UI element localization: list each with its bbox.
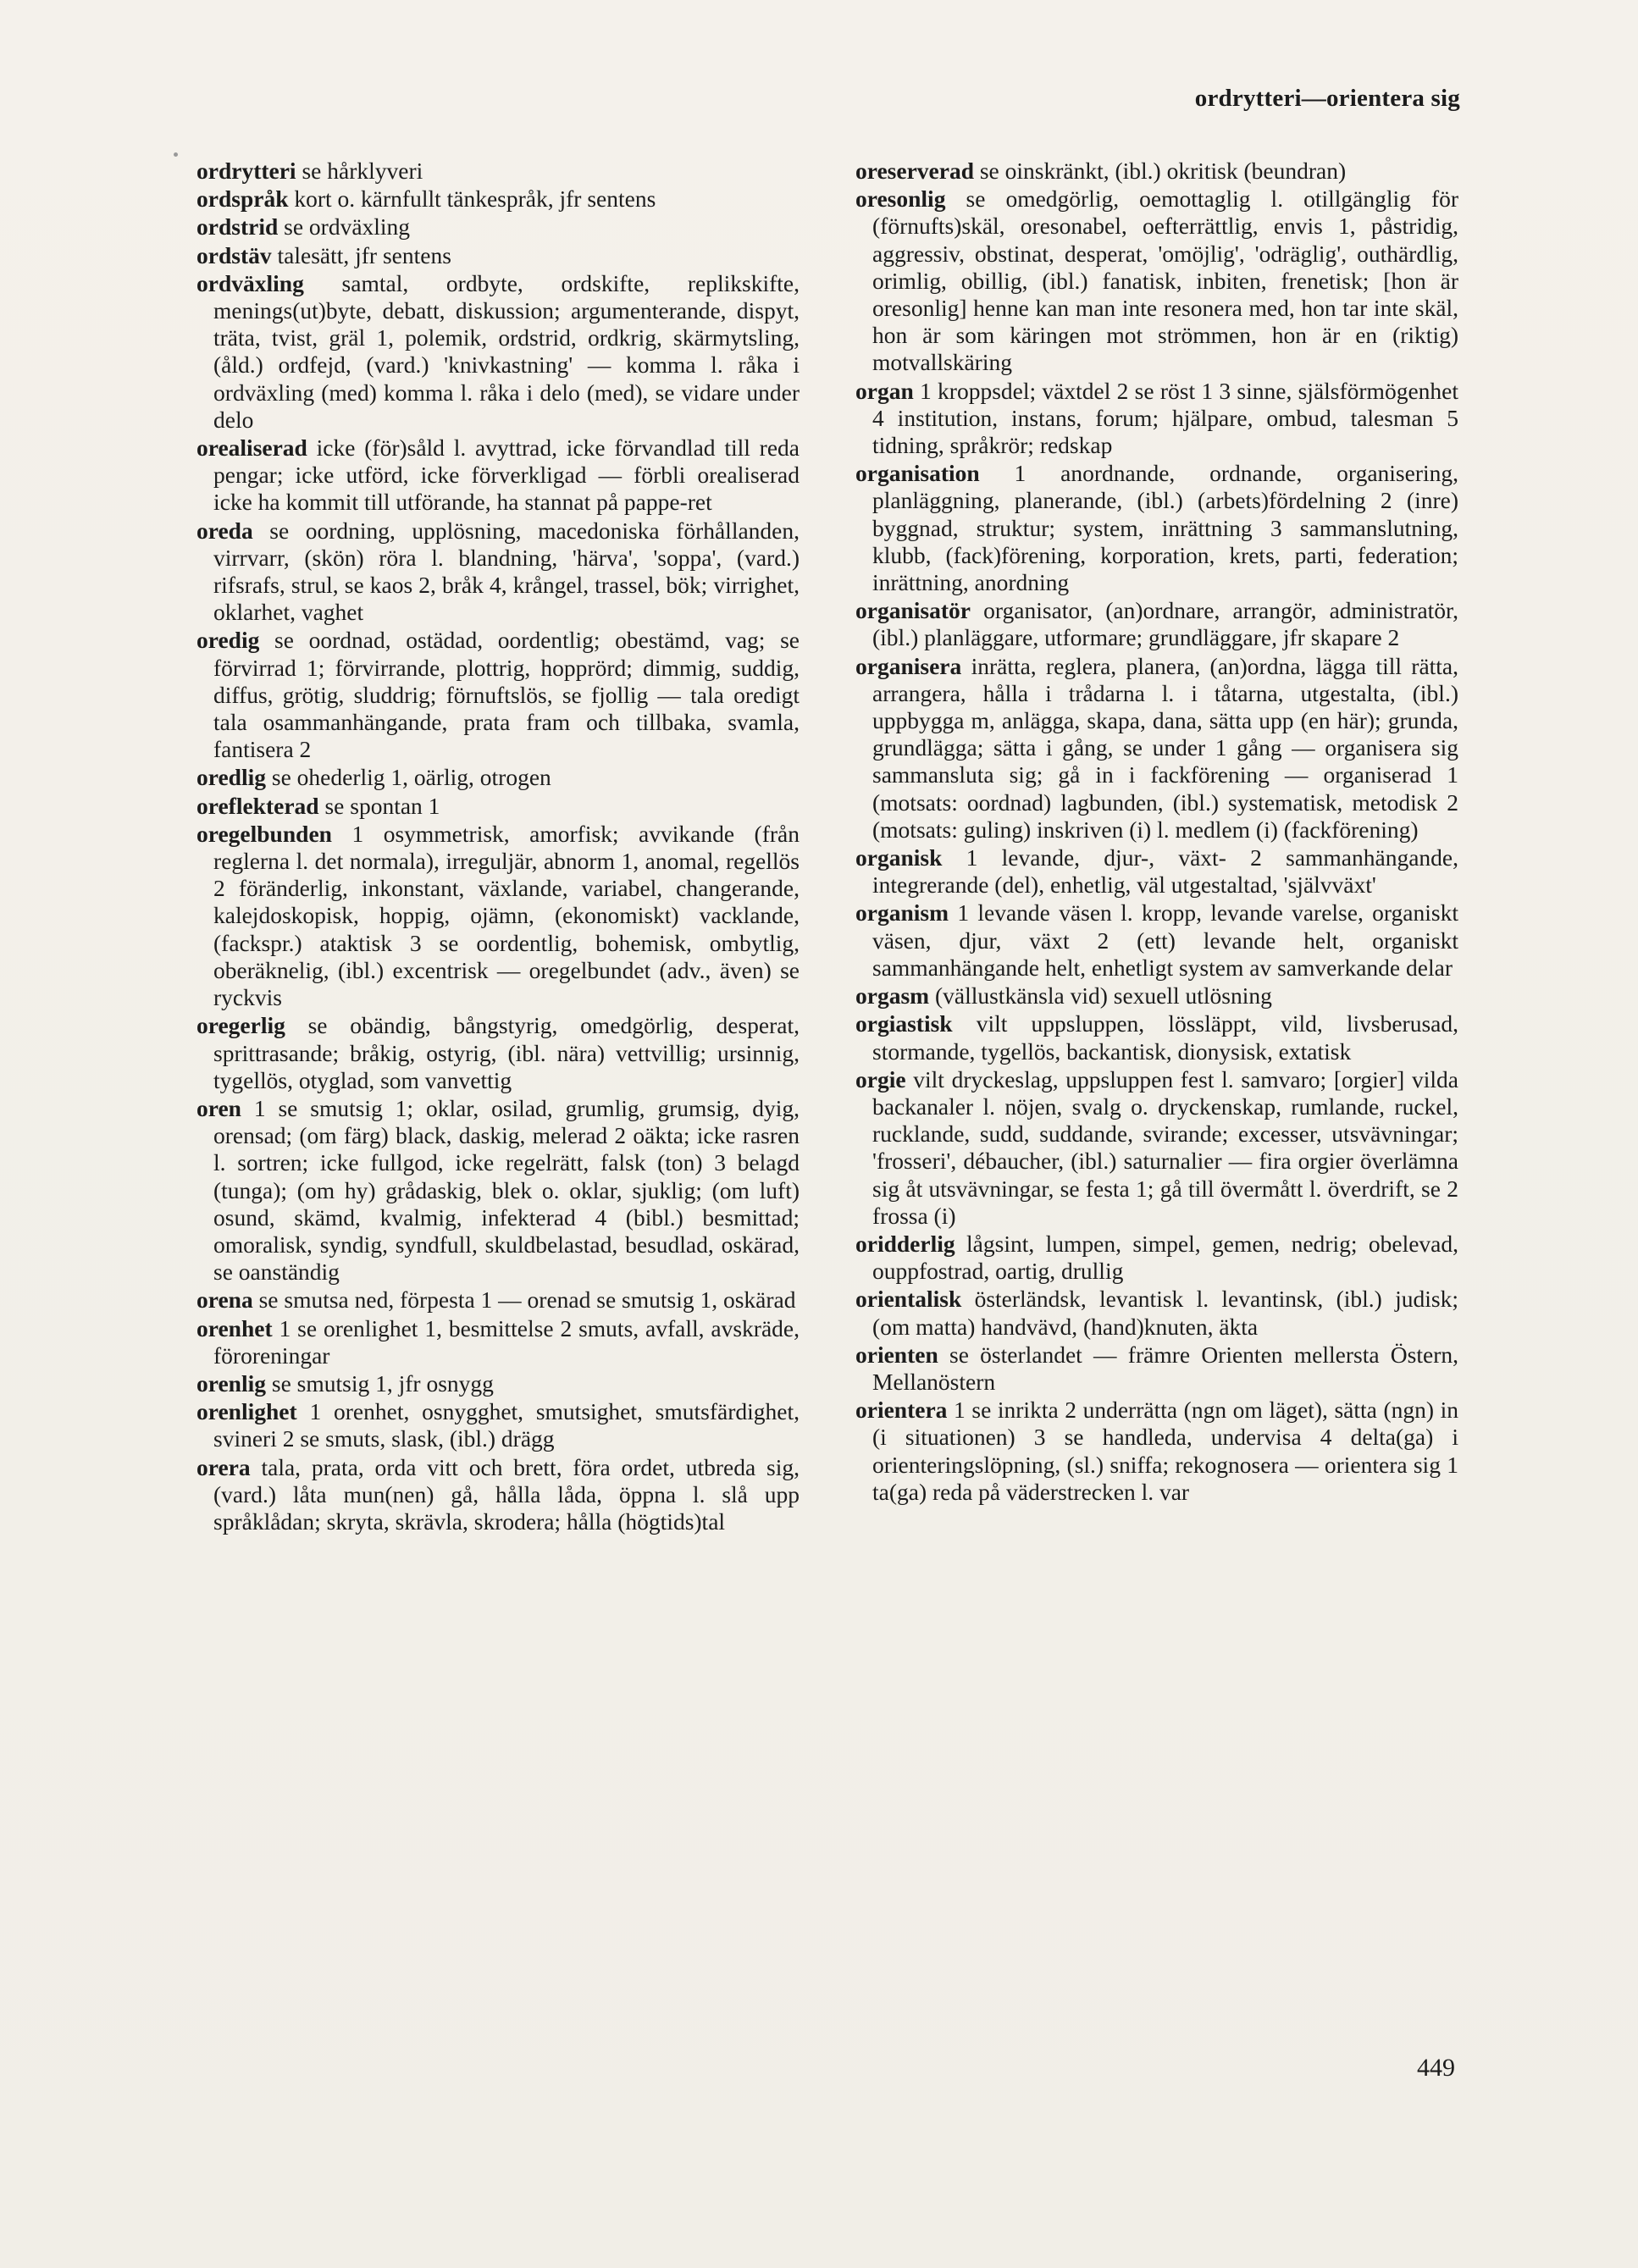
entry-definition: se hårklyveri bbox=[302, 158, 423, 184]
entry-definition: se omedgörlig, oemottaglig l. otillgänglig för (förnufts)skäl, oresonabel, oefterrättlig, envis 1, påstridig, aggressiv, obstinat, desperat, 'omöjlig', 'odräglig', outhärdlig, orimlig, obillig, (ibl.) fanatisk, inbiten, frenetisk; [hon är oresonlig] henne kan man inte resonera med, hon tar inte skäl, hon är som käringen mot strömmen, hon är en (riktig) motvallskäring bbox=[872, 185, 1459, 376]
ink-smudge bbox=[174, 152, 178, 157]
entry-definition: vilt dryckeslag, uppsluppen fest l. samvaro; [orgier] vilda backanaler l. nöjen, svalg o. dryckenskap, rumlande, ruckel, rucklande, sudd, suddande, svirande; excesser, utsvävningar; 'frosseri', débaucher, (ibl.) saturnalier — fira orgier överlämna sig åt utsvävningar, se festa 1; gå till övermått l. överdrift, se 2 frossa (i) bbox=[872, 1065, 1459, 1229]
dictionary-entry bbox=[855, 844, 1458, 899]
entry-definition: talesätt, jfr sentens bbox=[277, 241, 451, 268]
dictionary-entry bbox=[196, 242, 800, 269]
entry-headword: orenlig bbox=[196, 1369, 266, 1397]
entry-headword: oresonlig bbox=[855, 185, 946, 213]
dictionary-entry bbox=[196, 1286, 800, 1314]
dictionary-entry bbox=[196, 517, 800, 627]
entry-definition: 1 se inrikta 2 underrätta (ngn om läget), sätta (ngn) in (i situationen) 3 se handleda, undervisa 4 delta(ga) i orienteringslöpning, (sl.) sniffa; rekognosera — orientera sig 1 ta(ga) reda på väderstrecken l. var bbox=[872, 1397, 1459, 1505]
entry-headword: orena bbox=[196, 1286, 253, 1314]
entry-definition: se oordnad, ostädad, oordentlig; obestämd, vag; se förvirrad 1; förvirrande, plottrig, hopprörd; dimmig, suddig, diffus, grötig, sluddrig; förnuftslös, se fjollig — tala oredigt tala osammanhängande, prata fram och tillbaka, svamla, fantisera 2 bbox=[213, 627, 800, 763]
entry-headword: organisatör bbox=[855, 597, 971, 624]
entry-definition: se ohederlig 1, oärlig, otrogen bbox=[271, 764, 551, 791]
entry-definition: se obändig, bångstyrig, omedgörlig, desperat, sprittrasande; bråkig, ostyrig, (ibl. nära) vettvillig; ursinnig, tygellös, otyglad, som vanvettig bbox=[213, 1012, 800, 1093]
dictionary-entry bbox=[196, 1398, 800, 1452]
dictionary-entry bbox=[855, 1397, 1458, 1506]
dictionary-entry bbox=[196, 1315, 800, 1369]
entry-headword: ordstäv bbox=[196, 241, 272, 268]
dictionary-entry bbox=[196, 1370, 800, 1397]
entry-headword: ordrytteri bbox=[196, 158, 296, 184]
entry-headword: oridderlig bbox=[855, 1230, 955, 1257]
entry-definition: organisator, (an)ordnare, arrangör, administratör, (ibl.) planläggare, utformare; grundläggare, jfr skapare 2 bbox=[872, 597, 1458, 651]
dictionary-entry bbox=[855, 899, 1458, 982]
dictionary-entry bbox=[196, 434, 800, 517]
entry-headword: orgasm bbox=[855, 982, 930, 1010]
entry-definition: österländsk, levantisk l. levantinsk, (ibl.) judisk; (om matta) handvävd, (hand)knuten, äkta bbox=[872, 1286, 1458, 1340]
dictionary-entry bbox=[855, 597, 1458, 651]
entry-headword: orgiastisk bbox=[855, 1010, 953, 1037]
entry-headword: oredig bbox=[196, 627, 260, 654]
dictionary-entry bbox=[855, 460, 1458, 596]
entry-headword: oreflekterad bbox=[196, 792, 319, 819]
right-column bbox=[855, 158, 1458, 1507]
entry-headword: organism bbox=[855, 899, 949, 927]
dictionary-entry bbox=[196, 1454, 800, 1536]
entry-headword: orientera bbox=[855, 1397, 948, 1424]
entry-headword: organisera bbox=[855, 652, 962, 679]
entry-headword: oreda bbox=[196, 517, 253, 544]
entry-headword: orenhet bbox=[196, 1314, 273, 1341]
entry-definition: 1 osymmetrisk, amorfisk; avvikande (från reglerna l. det normala), irreguljär, abnorm 1, anomal, regellös 2 föränderlig, inkonstant, växlande, variabel, changerande, kalejdoskopisk, hoppig, ojämn, (ekonomiskt) vacklande, (fackspr.) ataktisk 3 se oordentlig, bohemisk, ombytlig, oberäknelig, (ibl.) excentrisk — oregelbundet (adv., även) se ryckvis bbox=[213, 820, 800, 1011]
entry-definition: 1 kroppsdel; växtdel 2 se röst 1 3 sinne, själsförmögenhet 4 institution, instans, forum; hjälpare, ombud, talesman 5 tidning, språkrör; redskap bbox=[872, 377, 1458, 459]
left-column bbox=[196, 158, 800, 1536]
entry-definition: 1 levande väsen l. kropp, levande varelse, organiskt väsen, djur, växt 2 (ett) levande helt, organiskt sammanhängande helt, enhetligt system av samverkande delar bbox=[872, 899, 1458, 981]
entry-definition: se smutsa ned, förpesta 1 — orenad se smutsig 1, oskärad bbox=[258, 1286, 796, 1314]
dictionary-entry bbox=[196, 1012, 800, 1094]
dictionary-entry bbox=[196, 213, 800, 241]
entry-definition: se ordväxling bbox=[284, 213, 411, 241]
entry-headword: oregelbunden bbox=[196, 820, 332, 847]
entry-headword: oren bbox=[196, 1094, 241, 1121]
entry-definition: vilt uppsluppen, lössläppt, vild, livsberusad, stormande, tygellös, backantisk, dionysisk, extatisk bbox=[872, 1010, 1458, 1065]
dictionary-entry bbox=[855, 982, 1458, 1010]
entry-headword: orealiserad bbox=[196, 434, 307, 462]
dictionary-entry bbox=[196, 627, 800, 763]
entry-definition: kort o. kärnfullt tänkespråk, jfr sentens bbox=[294, 185, 656, 213]
entry-definition: inrätta, reglera, planera, (an)ordna, lägga till rätta, arrangera, hålla i trådarna l. i tåtarna, utgestalta, (ibl.) uppbygga m, anlägga, skapa, dana, sätta upp (en här); grunda, grundlägga; sätta i gång, se under 1 gång — organisera sig sammansluta sig; gå in i fackförening — organiserad 1 (motsats: oordnad) lagbunden, (ibl.) systematisk, metodisk 2 (motsats: guling) inskriven (i) l. medlem (i) (fackförening) bbox=[872, 652, 1459, 843]
entry-headword: organisk bbox=[855, 844, 943, 871]
dictionary-entry bbox=[196, 185, 800, 213]
entry-headword: orienten bbox=[855, 1341, 938, 1368]
entry-headword: ordväxling bbox=[196, 269, 304, 296]
entry-definition: samtal, ordbyte, ordskifte, replikskifte, menings(ut)byte, debatt, diskussion; argumenterande, dispyt, träta, tvist, gräl 1, polemik, ordstrid, ordkrig, skärmytsling, (åld.) ordfejd, (vard.) 'knivkastning' — komma l. råka i ordväxling (med) komma l. råka i delo (med), se vidare under delo bbox=[213, 269, 800, 433]
entry-headword: oredlig bbox=[196, 764, 266, 791]
entry-headword: organ bbox=[855, 377, 914, 404]
entry-headword: organisation bbox=[855, 460, 980, 487]
page-number: 449 bbox=[1417, 2054, 1455, 2082]
dictionary-entry bbox=[855, 1010, 1458, 1065]
dictionary-entry bbox=[855, 653, 1458, 844]
entry-headword: orera bbox=[196, 1453, 251, 1480]
entry-headword: oregerlig bbox=[196, 1012, 285, 1039]
entry-definition: 1 orenhet, osnygghet, smutsighet, smutsfärdighet, svineri 2 se smuts, slask, (ibl.) drägg bbox=[213, 1398, 800, 1452]
entry-definition: tala, prata, orda vitt och brett, föra ordet, utbreda sig, (vard.) låta mun(nen) gå, hålla låda, öppna l. slå upp språklådan; skryta, skrävla, skrodera; hålla (högtids)tal bbox=[213, 1453, 800, 1535]
dictionary-entry bbox=[196, 270, 800, 434]
dictionary-entry bbox=[855, 1341, 1458, 1396]
entry-definition: (vällustkänsla vid) sexuell utlösning bbox=[934, 982, 1272, 1010]
entry-definition: 1 se orenlighet 1, besmittelse 2 smuts, avfall, avskräde, föroreningar bbox=[213, 1314, 800, 1369]
dictionary-entry bbox=[855, 378, 1458, 460]
dictionary-entry bbox=[855, 1286, 1458, 1340]
entry-definition: 1 anordnande, ordnande, organisering, planläggning, planerande, (ibl.) (arbets)fördelning 2 (inre) byggnad, struktur; system, inrättning 3 sammanslutning, klubb, (fack)förening, korporation, krets, parti, federation; inrättning, anordning bbox=[872, 460, 1458, 596]
dictionary-entry bbox=[196, 158, 800, 185]
dictionary-entry bbox=[196, 821, 800, 1011]
entry-headword: orientalisk bbox=[855, 1286, 962, 1313]
dictionary-entry bbox=[196, 793, 800, 820]
dictionary-entry bbox=[855, 1066, 1458, 1230]
running-head: ordrytteri—orientera sig bbox=[1194, 85, 1460, 112]
entry-definition: icke (för)såld l. avyttrad, icke förvandlad till reda pengar; icke utförd, icke förverkligad — förbli orealiserad icke ha kommit till utförande, ha stannat på pappe-ret bbox=[213, 434, 800, 516]
entry-headword: orenlighet bbox=[196, 1398, 297, 1425]
dictionary-entry bbox=[196, 1095, 800, 1286]
dictionary-entry bbox=[855, 185, 1458, 376]
entry-headword: oreserverad bbox=[855, 158, 974, 184]
entry-definition: se österlandet — främre Orienten mellersta Östern, Mellanöstern bbox=[872, 1341, 1458, 1395]
dictionary-entry bbox=[855, 1231, 1458, 1285]
entry-definition: se oordning, upplösning, macedoniska förhållanden, virrvarr, (skön) röra l. blandning, 'härva', 'soppa', (vard.) rifsrafs, strul, se kaos 2, bråk 4, krångel, trassel, bök; virrighet, oklarhet, vaghet bbox=[213, 517, 800, 626]
entry-definition: 1 levande, djur-, växt- 2 sammanhängande, integrerande (del), enhetlig, väl utgestaltad, 'självväxt' bbox=[872, 844, 1458, 899]
entry-definition: se spontan 1 bbox=[324, 792, 440, 819]
entry-definition: lågsint, lumpen, simpel, gemen, nedrig; obelevad, ouppfostrad, oartig, drullig bbox=[872, 1230, 1458, 1285]
entry-definition: 1 se smutsig 1; oklar, osilad, grumlig, grumsig, dyig, orensad; (om färg) black, daskig, melerad 2 oäkta; icke rasren l. sortren; icke fullgod, icke regelrätt, falsk (ton) 3 belagd (tunga); (om hy) grådaskig, blek o. oklar, sjuklig; (om luft) osund, skämd, kvalmig, infekterad 4 (bibl.) besmittad; omoralisk, syndig, syndfull, skuldbelastad, besudlad, oskärad, se oanständig bbox=[213, 1094, 800, 1286]
entry-definition: se smutsig 1, jfr osnygg bbox=[271, 1369, 494, 1397]
entry-headword: ordspråk bbox=[196, 185, 289, 213]
dictionary-entry bbox=[196, 764, 800, 791]
dictionary-entry bbox=[855, 158, 1458, 185]
entry-headword: orgie bbox=[855, 1065, 906, 1093]
entry-definition: se oinskränkt, (ibl.) okritisk (beundran) bbox=[979, 158, 1347, 184]
entry-headword: ordstrid bbox=[196, 213, 279, 241]
